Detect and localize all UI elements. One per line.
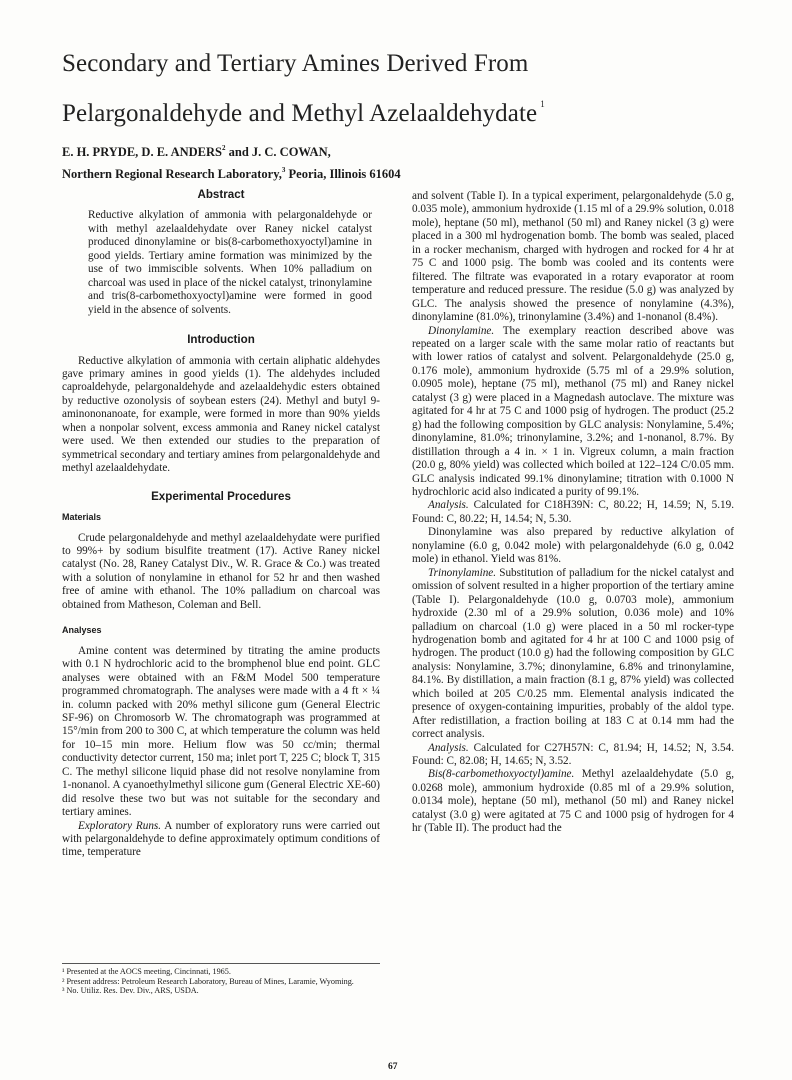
abstract-heading: Abstract bbox=[197, 188, 245, 201]
materials-heading: Materials bbox=[62, 512, 102, 523]
introduction-text: Reductive alkylation of ammonia with certain aliphatic aldehydes gave primary amines in good yields (1). The aldehydes included caproaldehyde, pelargonaldehyde and azelaaldehydic esters obtained by reductive ozonolysis of soybean esters (24). Methyl and butyl 9-aminononanoate, for example, were formed in more than 90% yields when a nonpolar solvent, excess ammonia and Raney nickel catalyst were used. We then extended our studies to the preparation of symmetrical secondary and tertiary amines from pelargonaldehyde and methyl azelaaldehydate. bbox=[62, 354, 380, 475]
footnote-2: ² Present address: Petroleum Research Laboratory, Bureau of Mines, Laramie, Wyoming. bbox=[62, 976, 354, 986]
materials-text: Crude pelargonaldehyde and methyl azelaaldehydate were purified to 99%+ by sodium bisulfite treatment (17). Active Raney nickel catalyst (No. 28, Raney Catalyst Div., W. R. Grace & Co.) was treated with a solution of nonylamine in ethanol for 52 hr and then washed free of amine with ethanol. The 10% palladium on charcoal was obtained from Matheson, Coleman and Bell. bbox=[62, 531, 380, 611]
title-footnote-mark: 1 bbox=[540, 99, 545, 109]
left-column bbox=[62, 188, 380, 860]
analysis-2-paragraph bbox=[412, 742, 734, 769]
dinonylamine-alt-text: Dinonylamine was also prepared by reductive alkylation of nonylamine (6.0 g, 0.042 mole) with pelargonaldehyde (6.0 g, 0.042 mole) in ethanol. Yield was 81%. bbox=[412, 526, 734, 566]
paper-title bbox=[62, 44, 742, 134]
abstract-text: Reductive alkylation of ammonia with pelargonaldehyde or with methyl azelaaldehydate over Raney nickel catalyst produced dinonylamine or bis(8-carbomethoxyoctyl)amine in good yields. Tertiary amine formation was minimized by the use of two immiscible solvents. When 10% palladium on charcoal was used in place of the nickel catalyst, trinonylamine and tris(8-carbomethoxyoctyl)amine were formed in good yield in the absence of solvents. bbox=[88, 209, 372, 316]
analyses-text: Amine content was determined by titrating the amine products with 0.1 N hydrochloric acid to the bromphenol blue end point. GLC analyses were obtained with an F&M Model 500 temperature programmed chromatograph. The analyses were made with a 4 ft × ¼ in. column packed with 20% methyl silicone gum (General Electric SF-96) on Chromosorb W. The chromatograph was programmed at 15°/min from 200 to 300 C, at which temperature the column was held for 10–15 min more. Helium flow was 50 cc/min; thermal conductivity detector current, 150 ma; inlet port T, 225 C; block T, 315 C. The methyl silicone liquid phase did not resolve nonylamine from 1-nonanol. A cyanoethylmethyl silicone gum (General Electric XE-60) did resolve these two but was not suitable for the secondary and tertiary amines. bbox=[62, 644, 380, 819]
title-line-1: Secondary and Tertiary Amines Derived From bbox=[62, 50, 529, 77]
analyses-heading: Analyses bbox=[62, 625, 102, 636]
dinonylamine-paragraph bbox=[412, 325, 734, 500]
trinonylamine-text: Substitution of palladium for the nickel catalyst and omission of solvent resulted in a higher proportion of the tertiary amine (Table I). Pelargonaldehyde (10.0 g, 0.0703 mole), ammonium hydroxide (2.30 ml of a 29.9% solution, 0.036 mole) and 10% palladium on charcoal (1.0 g) were placed in a 50 ml rocker-type hydrogenation bomb and agitated for 4 hr at 100 C and 1000 psig of hydrogen. The product (10.0 g) had the following composition by GLC analysis: Nonylamine, 3.7%; dinonylamine, 6.8% and trinonylamine, 84.1%. By distillation, a main fraction (8.1 g, 87% yield) was collected which boiled at 205 C/0.25 mm. Elemental analysis indicated the presence of oxygen-containing impurities, probably of the aldol type. After redistillation, a fraction boiling at 183 C at 0.14 mm had the correct analysis. bbox=[412, 566, 734, 741]
right-column bbox=[412, 190, 734, 836]
trinonylamine-paragraph bbox=[412, 567, 734, 742]
trinonylamine-heading: Trinonylamine. bbox=[428, 566, 497, 579]
bis-amine-paragraph bbox=[412, 768, 734, 835]
analysis-2-heading: Analysis. bbox=[428, 741, 469, 754]
page-number: 67 bbox=[388, 1062, 398, 1072]
abstract-body bbox=[62, 209, 380, 317]
bis-amine-heading: Bis(8-carbomethoxyoctyl)amine. bbox=[428, 768, 575, 781]
author-affiliation: Northern Regional Research Laboratory,$^3$ Peoria, Illinois 61604 bbox=[62, 166, 401, 181]
footnote-1: ¹ Presented at the AOCS meeting, Cincinnati, 1965. bbox=[62, 967, 231, 976]
author-names: E. H. PRYDE, D. E. ANDERS$^2$ and J. C. COWAN, bbox=[62, 144, 331, 159]
dinonylamine-text: The exemplary reaction described above was repeated on a larger scale with the same molar ratio of reactants but with lower ratios of catalyst and solvent. Pelargonaldehyde (25.0 g, 0.176 mole), ammonium hydroxide (5.75 ml of a 29.9% solution, 0.0905 mole), heptane (75 ml), methanol (75 ml) and Raney nickel catalyst (3 g) were placed in a Magnedash autoclave. The mixture was agitated for 4 hr at 75 C and 1000 psig of hydrogen. The product (25.2 g) had the following composition by GLC analysis: Nonylamine, 5.4%; dinonylamine, 81.0%; trinonylamine, 3.2%; and 1-nonanol, 8.7%. By distillation through a 4 in. × 1 in. Vigreux column, a main fraction (20.0 g, 80% yield) was collected which boiled at 122–124 C/0.05 mm. GLC analysis indicated 99.1% dinonylamine; titration with 0.1000 N hydrochloric acid also indicated a purity of 99.1%. bbox=[412, 324, 734, 498]
bis-amine-text: Methyl azelaaldehydate (5.0 g, 0.0268 mole), ammonium hydroxide (0.85 ml of a 29.9% solution, 0.0134 mole), heptane (50 ml), methanol (50 ml) and Raney nickel catalyst (3.0 g) were agitated at 75 C and 1000 psig of hydrogen for 4 hr (Table II). The product had the bbox=[412, 768, 734, 835]
exploratory-paragraph bbox=[62, 820, 380, 860]
analysis-1-heading: Analysis. bbox=[428, 499, 469, 512]
exploratory-runs-heading: Exploratory Runs. bbox=[78, 819, 162, 832]
footnotes bbox=[62, 963, 380, 996]
typical-experiment-text: and solvent (Table I). In a typical experiment, pelargonaldehyde (5.0 g, 0.035 mole), ammonium hydroxide (1.15 ml of a 29.9% solution, 0.018 mole), heptane (50 ml), methanol (50 ml) and Raney nickel (3 g) were placed in a 300 ml hydrogenation bomb. The bomb was sealed, placed in a rocker mechanism, charged with hydrogen and rocked for 4 hr at 75 C and 1000 psig. The bomb was cooled and its contents were filtered. The filtrate was evaporated in a rotary evaporator at room temperature and reduced pressure. The residue (5.0 g) was analyzed by GLC. The analysis showed the presence of nonylamine (4.3%), dinonylamine (81.0%), trinonylamine (3.4%) and 1-nonanol (8.4%). bbox=[412, 190, 734, 324]
analysis-2-text: Calculated for C27H57N: C, 81.94; H, 14.52; N, 3.54. Found: C, 82.08; H, 14.65; N, 3.52. bbox=[412, 741, 734, 768]
footnote-3: ³ No. Utiliz. Res. Dev. Div., ARS, USDA. bbox=[62, 986, 199, 996]
analysis-1-text: Calculated for C18H39N: C, 80.22; H, 14.59; N, 5.19. Found: C, 80.22; H, 14.54; N, 5.30. bbox=[412, 499, 734, 525]
analysis-1-paragraph bbox=[412, 499, 734, 526]
dinonylamine-heading: Dinonylamine. bbox=[428, 324, 495, 337]
exploratory-text: A number of exploratory runs were carried out with pelargonaldehyde to define approximately optimum conditions of time, temperature bbox=[62, 819, 380, 859]
experimental-heading: Experimental Procedures bbox=[151, 489, 291, 503]
author-block bbox=[62, 139, 662, 183]
title-line-2: Pelargonaldehyde and Methyl Azelaaldehydate $^1$ bbox=[62, 99, 545, 127]
introduction-heading: Introduction bbox=[187, 333, 255, 347]
